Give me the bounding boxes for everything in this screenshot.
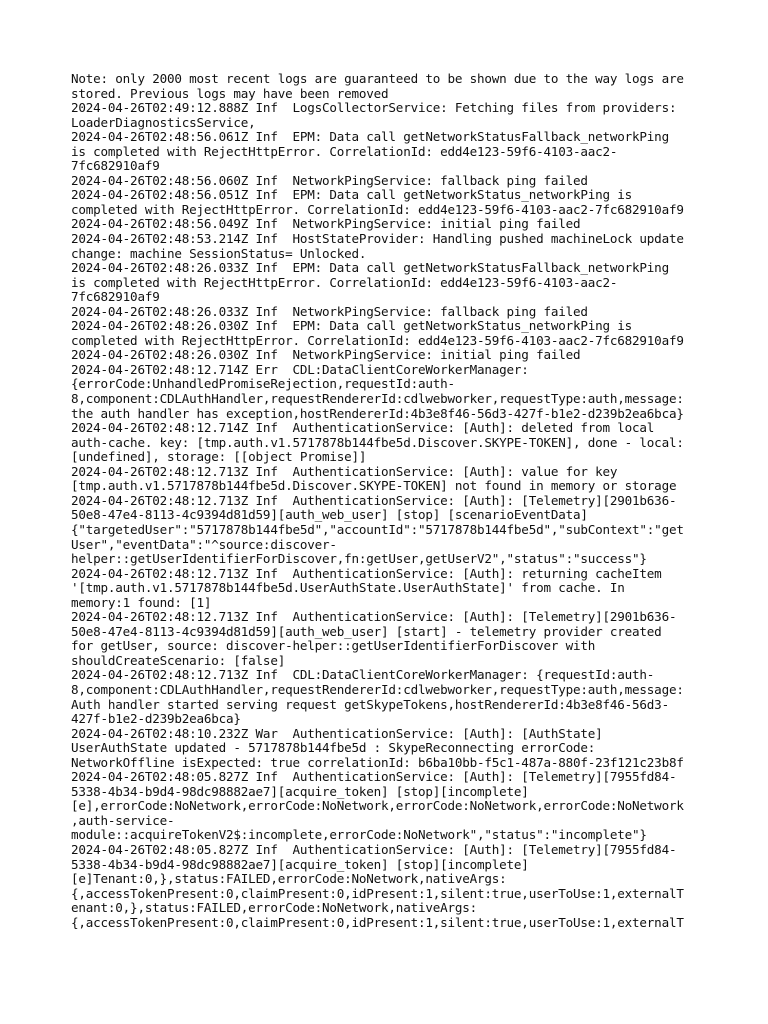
log-line: {errorCode:UnhandledPromiseRejection,requestId:auth- (71, 376, 455, 392)
log-line: ,auth-service- (71, 812, 175, 828)
log-line: '[tmp.auth.v1.5717878b144fbe5d.UserAuthState.UserAuthState]' from cache. In (71, 580, 625, 596)
log-line: auth-cache. key: [tmp.auth.v1.5717878b144fbe5d.Discover.SKYPE-TOKEN], done - local: (71, 434, 684, 450)
log-line: 2024-04-26T02:48:05.827Z Inf AuthenticationService: [Auth]: [Telemetry][7955fd84- (71, 769, 677, 785)
log-line: 50e8-47e4-8113-4c9394d81d59][auth_web_user] [start] - telemetry provider created (71, 623, 662, 639)
log-line: memory:1 found: [1] (71, 594, 212, 610)
log-line: {,accessTokenPresent:0,claimPresent:0,idPresent:1,silent:true,userToUse:1,externalT (71, 885, 684, 901)
log-line: 2024-04-26T02:48:05.827Z Inf AuthenticationService: [Auth]: [Telemetry][7955fd84- (71, 841, 677, 857)
log-line: 2024-04-26T02:48:12.713Z Inf AuthenticationService: [Auth]: [Telemetry][2901b636- (71, 609, 677, 625)
log-line: NetworkOffline isExpected: true correlationId: b6ba10bb-f5c1-487a-880f-23f121c23b8f (71, 754, 684, 770)
log-line: helper::getUserIdentifierForDiscover,fn:getUser,getUserV2","status":"success"} (71, 551, 647, 567)
log-line: is completed with RejectHttpError. CorrelationId: edd4e123-59f6-4103-aac2- (71, 274, 618, 290)
log-line: is completed with RejectHttpError. CorrelationId: edd4e123-59f6-4103-aac2- (71, 143, 618, 159)
log-line: 2024-04-26T02:48:26.030Z Inf EPM: Data call getNetworkStatus_networkPing is (71, 318, 633, 334)
log-line: 2024-04-26T02:48:10.232Z War AuthenticationService: [Auth]: [AuthState] (71, 725, 603, 741)
log-line: for getUser, source: discover-helper::getUserIdentifierForDiscover with (71, 638, 596, 654)
log-line: completed with RejectHttpError. CorrelationId: edd4e123-59f6-4103-aac2-7fc682910af9 (71, 201, 684, 217)
log-line: 2024-04-26T02:48:56.049Z Inf NetworkPingService: initial ping failed (71, 216, 581, 232)
log-line: 2024-04-26T02:48:56.051Z Inf EPM: Data call getNetworkStatus_networkPing is (71, 187, 633, 203)
log-line: the auth handler has exception,hostRendererId:4b3e8f46-56d3-427f-b1e2-d239b2ea6bca} (71, 405, 684, 421)
log-line: 7fc682910af9 (71, 289, 160, 305)
log-line: {,accessTokenPresent:0,claimPresent:0,idPresent:1,silent:true,userToUse:1,externalT (71, 914, 684, 930)
log-line: 2024-04-26T02:48:56.061Z Inf EPM: Data call getNetworkStatusFallback_networkPing (71, 129, 669, 145)
log-line: [e],errorCode:NoNetwork,errorCode:NoNetwork,errorCode:NoNetwork,errorCode:NoNetwork (71, 798, 684, 814)
log-line: shouldCreateScenario: [false] (71, 652, 286, 668)
log-line: 5338-4b34-b9d4-98dc98882ae7][acquire_token] [stop][incomplete] (71, 783, 529, 799)
log-line: 2024-04-26T02:48:12.714Z Err CDL:DataClientCoreWorkerManager: (71, 361, 529, 377)
log-line: Auth handler started serving request getSkypeTokens,hostRendererId:4b3e8f46-56d3- (71, 696, 669, 712)
log-line: User","eventData":"^source:discover- (71, 536, 337, 552)
log-line: [tmp.auth.v1.5717878b144fbe5d.Discover.SKYPE-TOKEN] not found in memory or storage (71, 478, 677, 494)
log-line: 2024-04-26T02:48:12.713Z Inf AuthenticationService: [Auth]: returning cacheItem (71, 565, 662, 581)
log-line: [e]Tenant:0,},status:FAILED,errorCode:NoNetwork,nativeArgs: (71, 871, 507, 887)
log-line: 2024-04-26T02:48:12.714Z Inf AuthenticationService: [Auth]: deleted from local (71, 420, 655, 436)
log-viewer[interactable] (71, 72, 761, 1012)
log-line: 5338-4b34-b9d4-98dc98882ae7][acquire_token] [stop][incomplete] (71, 856, 529, 872)
log-line: module::acquireTokenV2$:incomplete,errorCode:NoNetwork","status":"incomplete"} (71, 827, 647, 843)
log-line: 2024-04-26T02:48:26.033Z Inf EPM: Data call getNetworkStatusFallback_networkPing (71, 260, 669, 276)
log-text (71, 72, 761, 930)
log-line: 2024-04-26T02:48:12.713Z Inf CDL:DataClientCoreWorkerManager: {requestId:auth- (71, 667, 655, 683)
log-line: 2024-04-26T02:48:53.214Z Inf HostStateProvider: Handling pushed machineLock update (71, 231, 684, 247)
log-line: UserAuthState updated - 5717878b144fbe5d : SkypeReconnecting errorCode: (71, 740, 596, 756)
log-line: 2024-04-26T02:48:56.060Z Inf NetworkPingService: fallback ping failed (71, 172, 588, 188)
log-line: 2024-04-26T02:48:26.033Z Inf NetworkPingService: fallback ping failed (71, 303, 588, 319)
log-line: 2024-04-26T02:48:26.030Z Inf NetworkPingService: initial ping failed (71, 347, 581, 363)
log-line: 427f-b1e2-d239b2ea6bca} (71, 711, 241, 727)
log-line: stored. Previous logs may have been removed (71, 85, 389, 101)
log-line: Note: only 2000 most recent logs are guaranteed to be shown due to the way logs are (71, 72, 684, 86)
log-line: change: machine SessionStatus= Unlocked. (71, 245, 367, 261)
log-line: {"targetedUser":"5717878b144fbe5d","accountId":"5717878b144fbe5d","subContext":"get (71, 521, 684, 537)
log-line: 50e8-47e4-8113-4c9394d81d59][auth_web_user] [stop] [scenarioEventData] (71, 507, 588, 523)
log-line: 2024-04-26T02:49:12.888Z Inf LogsCollectorService: Fetching files from providers: (71, 100, 677, 116)
log-line: [undefined], storage: [[object Promise]] (71, 449, 367, 465)
log-line: enant:0,},status:FAILED,errorCode:NoNetwork,nativeArgs: (71, 900, 478, 916)
log-line: completed with RejectHttpError. CorrelationId: edd4e123-59f6-4103-aac2-7fc682910af9 (71, 332, 684, 348)
log-line: LoaderDiagnosticsService, (71, 114, 256, 130)
log-line: 7fc682910af9 (71, 158, 160, 174)
log-line: 2024-04-26T02:48:12.713Z Inf AuthenticationService: [Auth]: [Telemetry][2901b636- (71, 492, 677, 508)
log-line: 8,component:CDLAuthHandler,requestRendererId:cdlwebworker,requestType:auth,message: (71, 681, 684, 697)
log-line: 8,component:CDLAuthHandler,requestRendererId:cdlwebworker,requestType:auth,message: (71, 391, 684, 407)
log-line: 2024-04-26T02:48:12.713Z Inf AuthenticationService: [Auth]: value for key (71, 463, 618, 479)
